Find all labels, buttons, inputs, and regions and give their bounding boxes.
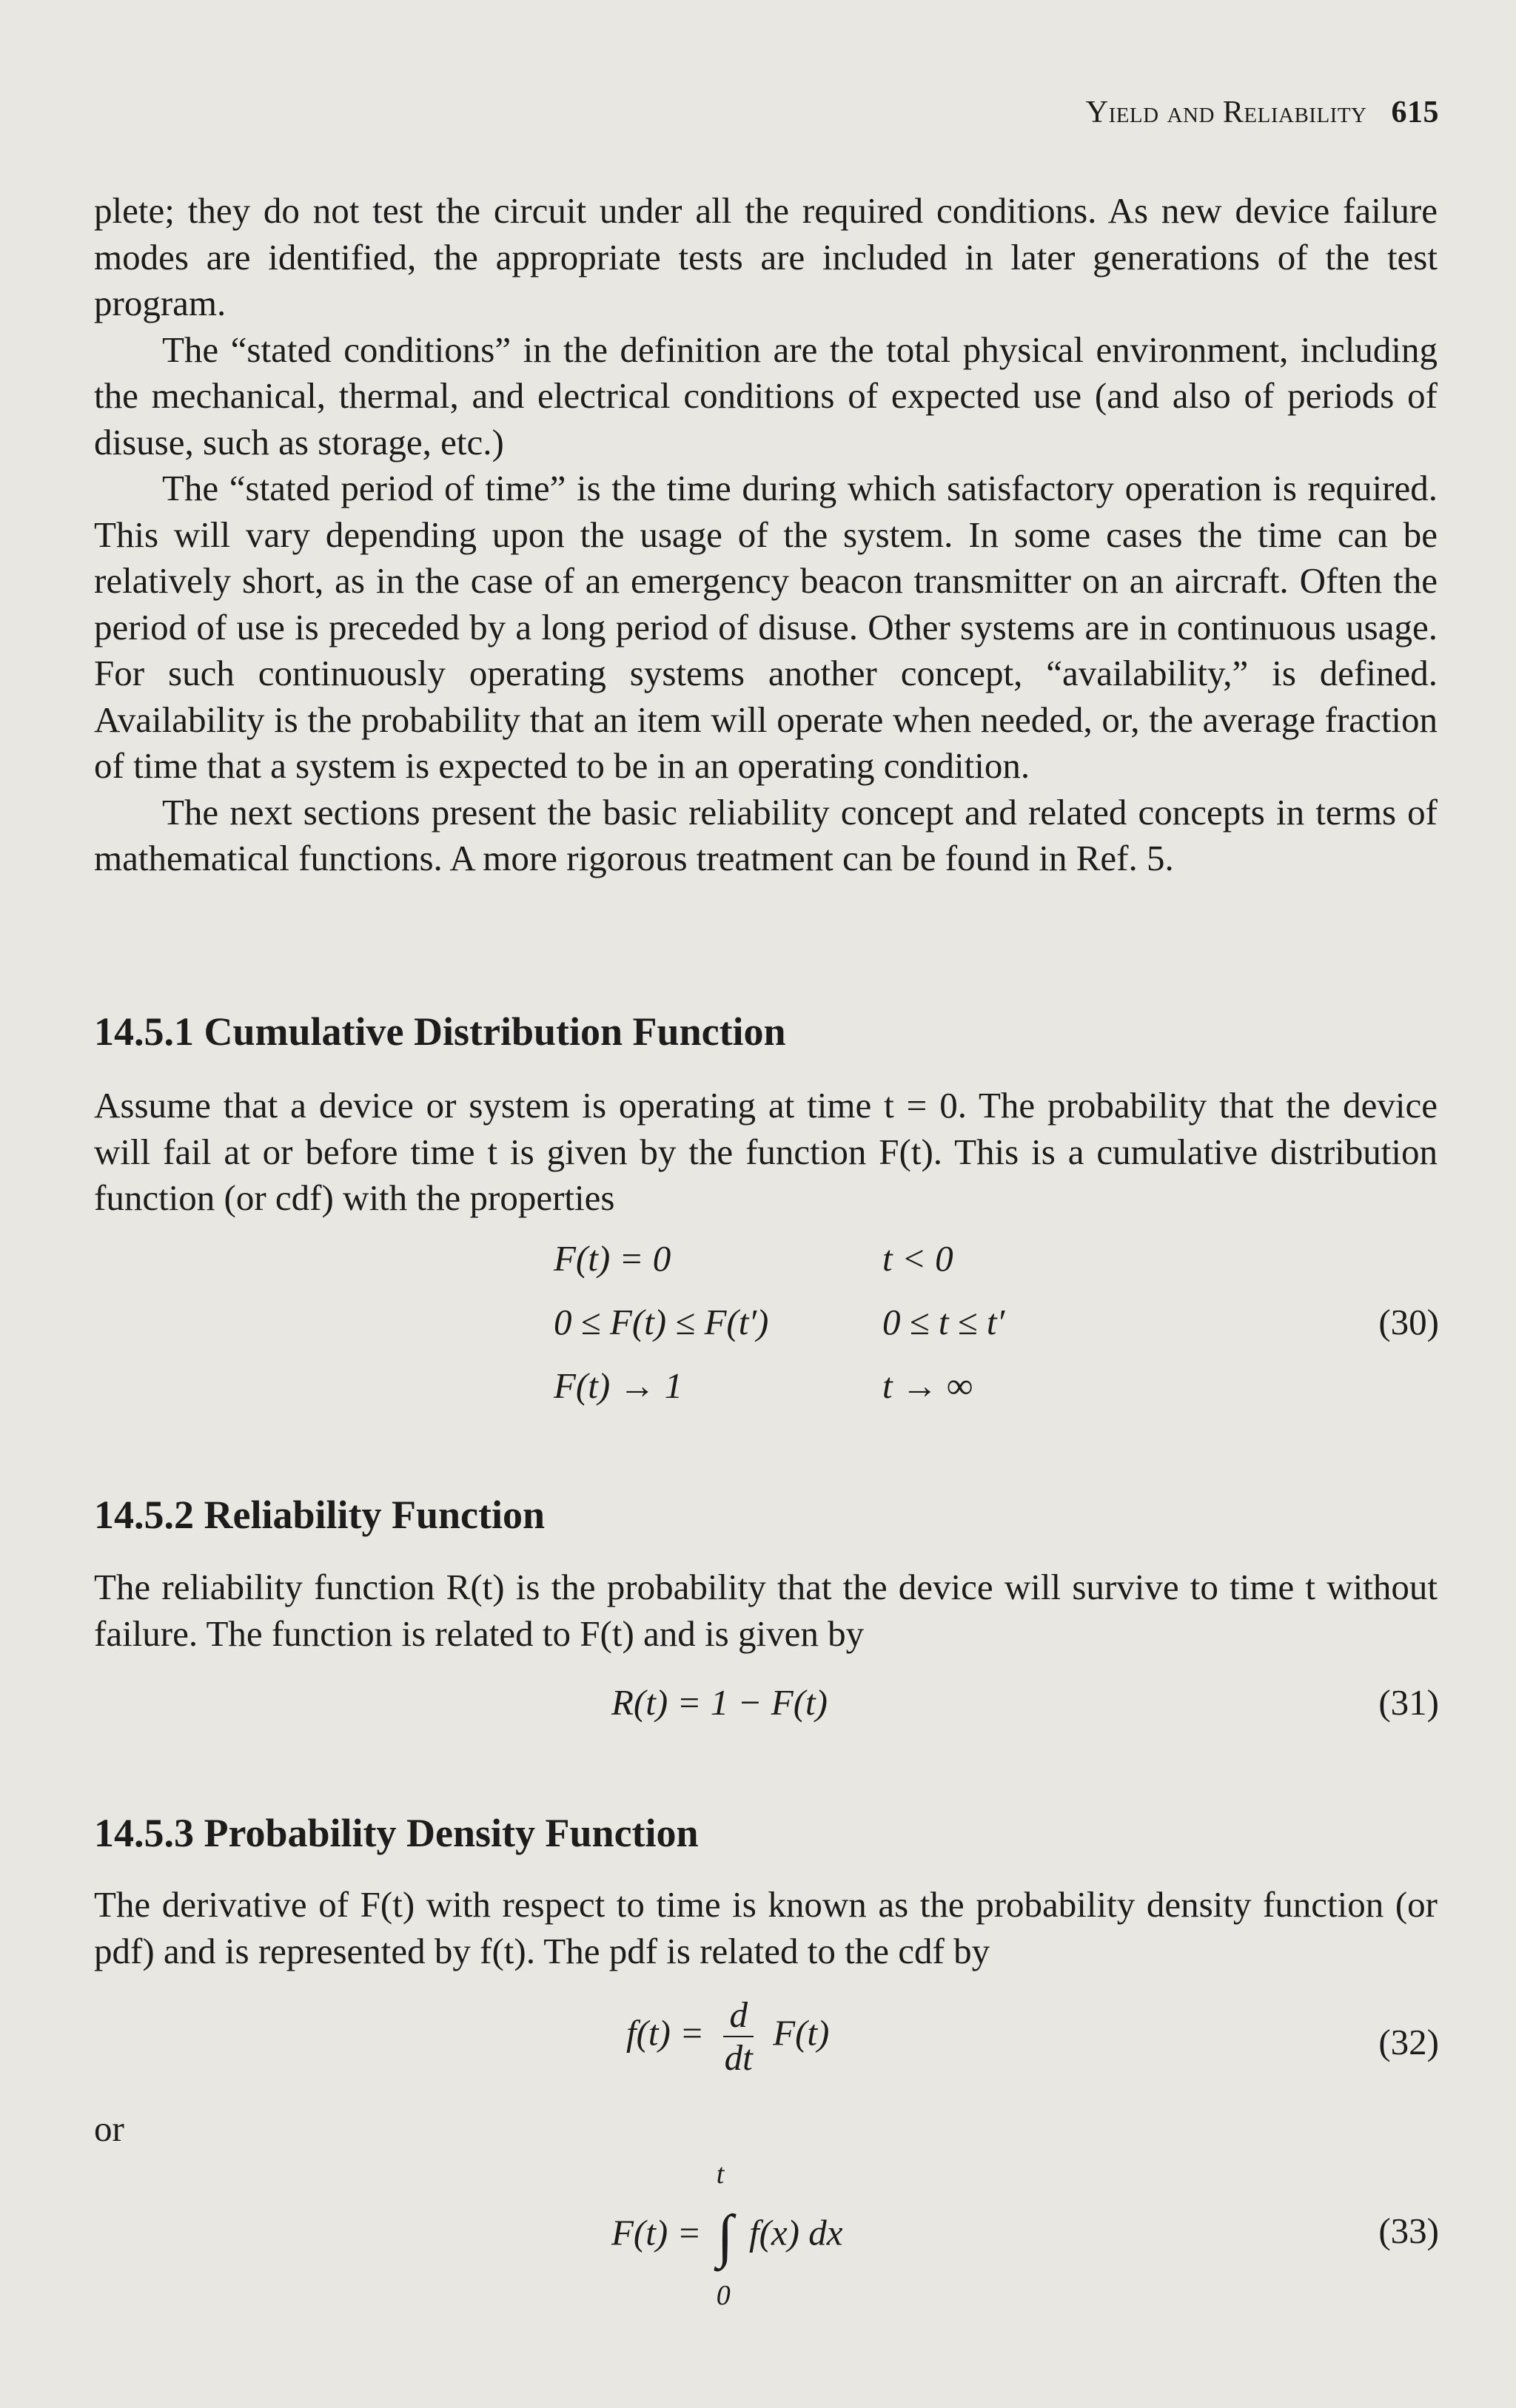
page-number: 615 — [1391, 95, 1439, 130]
section-text — [94, 1083, 1438, 1222]
running-header — [1086, 95, 1439, 130]
section-heading: 14.5.2 Reliability Function — [94, 1493, 546, 1537]
section-heading: 14.5.1 Cumulative Distribution Function — [94, 1009, 786, 1054]
derivative-fraction — [723, 1994, 754, 2079]
section-text — [94, 1564, 1438, 1657]
integral-lower-limit: 0 — [716, 2280, 731, 2311]
equation-lhs: F(t) = — [611, 2212, 702, 2253]
equation-30-row-3-right: t → ∞ — [882, 1365, 973, 1406]
section-heading: 14.5.3 Probability Density Function — [94, 1811, 699, 1855]
integral-upper-limit: t — [716, 2159, 725, 2190]
equation-32 — [626, 1994, 829, 2079]
integrand: f(x) dx — [749, 2212, 843, 2253]
equation-number: (30) — [1378, 1302, 1439, 1342]
running-title: Yield and Reliability — [1085, 95, 1367, 130]
paragraph: The reliability function R(t) is the probability that the device will survive to time t without failure. The function is related to F(t) and is given by — [94, 1567, 1438, 1654]
equation-30-row-2-right: 0 ≤ t ≤ t′ — [882, 1302, 1005, 1342]
paragraph: The “stated conditions” in the definition are the total physical environment, including the mechanical, thermal, and electrical conditions of expected use (and also of periods of disuse, such as storage, etc.) — [94, 329, 1438, 463]
paragraph: The derivative of F(t) with respect to time is known as the probability density function (or pdf) and is represented by f(t). The pdf is related to the cdf by — [94, 1884, 1438, 1971]
equation-30-row-1-right: t < 0 — [882, 1238, 953, 1279]
equation-number: (33) — [1378, 2210, 1439, 2251]
connector-text: or — [94, 2108, 124, 2149]
equation-number: (31) — [1378, 1682, 1439, 1723]
intro-text — [94, 188, 1438, 882]
equation-31: R(t) = 1 − F(t) — [611, 1682, 828, 1723]
integral-sign-icon: t ∫ 0 — [716, 2159, 734, 2311]
fraction-denominator: dt — [724, 2037, 753, 2078]
paragraph: plete; they do not test the circuit under all the required conditions. As new device failure modes are identified, the appropriate tests are included in later generations of the test program. — [94, 190, 1438, 323]
fraction-numerator: d — [723, 1994, 754, 2037]
paragraph: Assume that a device or system is operating at time t = 0. The probability that the device will fail at or before time t is given by the function F(t). This is a cumulative distribution function (or cdf) with the properties — [94, 1085, 1438, 1218]
equation-33 — [611, 2159, 843, 2311]
paragraph: The next sections present the basic reliability concept and related concepts in terms of mathematical functions. A more rigorous treatment can be found in Ref. 5. — [94, 791, 1438, 878]
equation-number: (32) — [1378, 2022, 1439, 2062]
equation-30-row-3-left: F(t) → 1 — [554, 1365, 683, 1406]
paragraph: The “stated period of time” is the time during which satisfactory operation is required. This will vary depending upon the usage of the system. In some cases the time can be relatively short, as in the case of an emergency beacon transmitter on an aircraft. Often the period of use is preceded by a long period of disuse. Other systems are in continuous usage. For such continuously operating systems another concept, “availability,” is defined. Availability is the probability that an item will operate when needed, or, the average fraction of time that a system is expected to be in an operating condition. — [94, 468, 1438, 786]
equation-rhs: F(t) — [773, 2012, 830, 2054]
equation-lhs: f(t) = — [626, 2012, 705, 2054]
equation-30-row-1-left: F(t) = 0 — [554, 1238, 671, 1279]
equation-30-row-2-left: 0 ≤ F(t) ≤ F(t′) — [554, 1302, 769, 1342]
section-text — [94, 1882, 1438, 1974]
